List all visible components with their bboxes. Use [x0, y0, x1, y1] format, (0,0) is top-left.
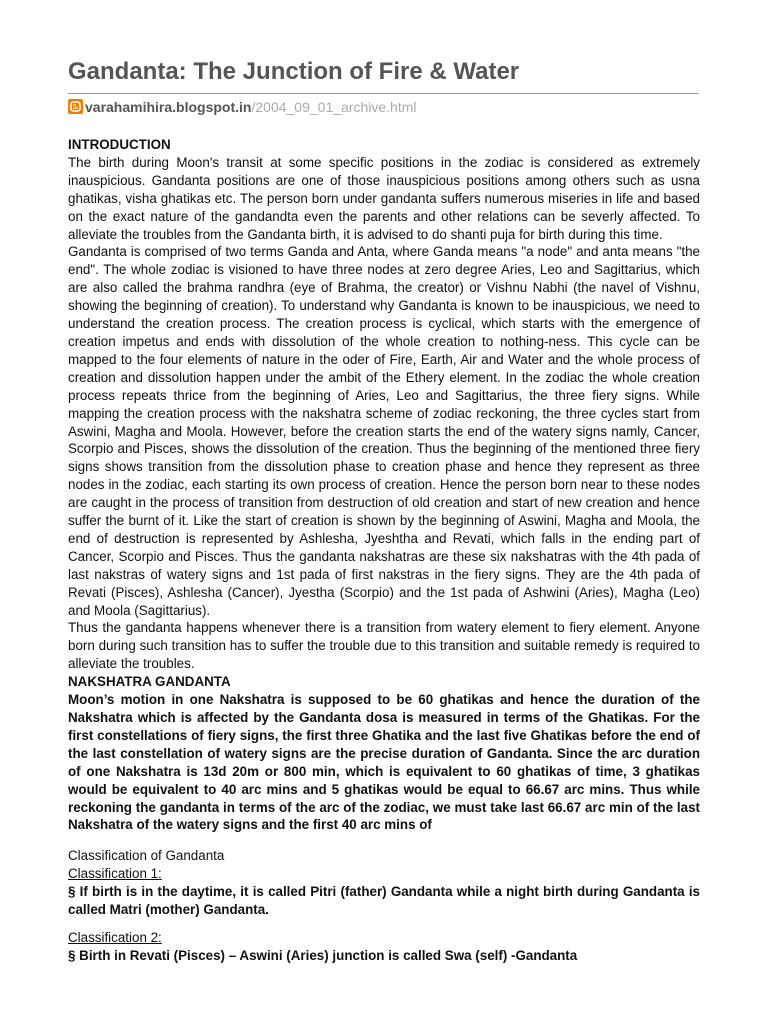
section-heading-nakshatra-gandanta: NAKSHATRA GANDANTA — [68, 674, 231, 690]
section-heading-classification: Classification of Gandanta — [68, 848, 225, 864]
paragraph: The birth during Moon's transit at some specific positions in the zodiac is considered as extremely inauspicious. Gandanta positions are one of those inauspicious positions among others such as usna ghatikas, visha ghatikas etc. The person born under gandanta suffers numerous miseries in life and based on the exact nature of the gandandta even the parents and other relations can be severly affected. To alleviate the troubles from the Gandanta birth, it is advised to do shanti puja for birth during this time. — [68, 154, 700, 242]
source-domain[interactable]: varahamihira.blogspot.in — [85, 99, 252, 115]
paragraph: Moon’s motion in one Nakshatra is supposed to be 60 ghatikas and hence the duration of the Nakshatra which is affected by the Gandanta dosa is measured in terms of the Ghatikas. For the first constellations of fiery signs, the first three Ghatika and the last five Ghatikas before the end of the last constellation of watery signs are the precise duration of Gandanta. Since the arc duration of one Nakshatra is 13d 20m or 800 min, which is equivalent to 60 ghatikas of time, 3 ghatikas would be equivalent to 40 arc mins and 5 ghatikas would be equal to 66.67 arc mins. Thus while reckoning the gandanta in terms of the arc of the zodiac, we must take last 66.67 arc min of the last Nakshatra of the watery signs and the first 40 arc mins of — [68, 692, 700, 833]
blogger-icon — [68, 99, 83, 114]
page-title: Gandanta: The Junction of Fire & Water — [68, 58, 520, 85]
subheading-classification-2: Classification 2: — [68, 929, 162, 945]
title-divider — [68, 93, 699, 94]
paragraph: § Birth in Revati (Pisces) – Aswini (Aries) junction is called Swa (self) -Gandanta — [68, 947, 578, 963]
paragraph: Thus the gandanta happens whenever there is a transition from watery element to fiery element. Anyone born during such transition has to suffer the trouble due to this transition and suitable remedy is required to alleviate the troubles. — [68, 620, 700, 672]
source-path[interactable]: /2004_09_01_archive.html — [251, 99, 417, 115]
paragraph: Gandanta is comprised of two terms Ganda and Anta, where Ganda means "a node" and anta means "the end". The whole zodiac is visioned to have three nodes at zero degree Aries, Leo and Sagittarius, which are also called the brahma randhra (eye of Brahma, the creator) or Vishnu Nabhi (the navel of Vishnu, showing the beginning of creation). To understand why Gandanta is known to be inauspicious, we need to understand the creation process. The creation process is cyclical, which starts with the emergence of creation impetus and ends with dissolution of the whole creation to nothing-ness. This cycle can be mapped to the four elements of nature in the oder of Fire, Earth, Air and Water and the whole process of creation and dissolution happen under the ambit of the Ethery element. In the zodiac the whole creation process repeats thrice from the beginning of Aries, Leo and Sagittarius, the three fiery signs. While mapping the creation process with the nakshatra scheme of zodiac reckoning, the three cycles start from Aswini, Magha and Moola. However, before the creation starts the end of the watery signs namly, Cancer, Scorpio and Pisces, shows the dissolution of the creation. Thus the beginning of the mentioned three fiery signs shows transition from the dissolution phase to creation phase and hence they represent as three nodes in the zodiac, each starting its own process of creation. Hence the person born near to these nodes are caught in the process of transition from destruction of old creation and start of new creation and hence suffer the burnt of it. Like the start of creation is shown by the beginning of Aswini, Magha and Moola, the end of destruction is represented by Ashlesha, Jyeshtha and Revati, which falls in the ending part of Cancer, Scorpio and Pisces. Thus the gandanta nakshatras are these six nakshatras with the 4th pada of last nakstras of watery signs and 1st pada of first nakstras in the fiery signs. They are the 4th pada of Revati (Pisces), Ashlesha (Cancer), Jyestha (Scorpio) and the 1st pada of Ashwini (Aries), Magha (Leo) and Moola (Sagittarius). — [68, 244, 700, 618]
article-body — [68, 136, 700, 965]
paragraph: § If birth is in the daytime, it is called Pitri (father) Gandanta while a night birth during Gandanta is called Matri (mother) Gandanta. — [68, 884, 700, 918]
section-heading-introduction: INTRODUCTION — [68, 137, 171, 152]
source-link[interactable] — [68, 98, 417, 116]
subheading-classification-1: Classification 1: — [68, 866, 162, 882]
